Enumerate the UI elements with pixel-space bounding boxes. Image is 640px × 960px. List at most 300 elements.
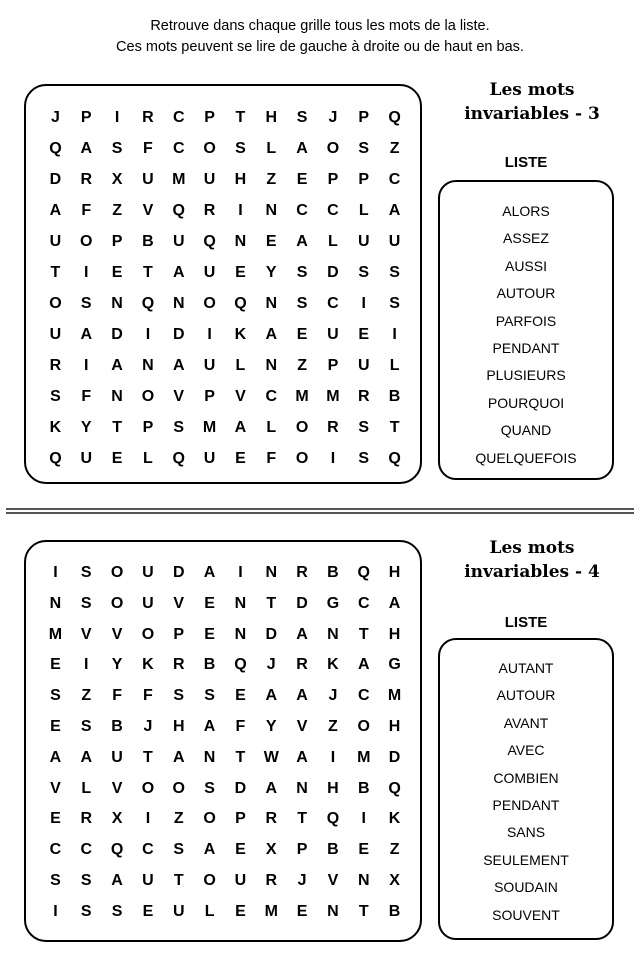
grid-letter[interactable]: N bbox=[265, 357, 278, 374]
grid-letter[interactable]: F bbox=[143, 140, 153, 157]
grid-letter[interactable]: H bbox=[234, 171, 247, 188]
grid-letter[interactable]: N bbox=[111, 388, 123, 405]
grid-letter[interactable]: M bbox=[264, 902, 278, 920]
grid-letter[interactable]: E bbox=[50, 717, 61, 735]
grid-letter[interactable]: M bbox=[172, 171, 186, 188]
grid-letter[interactable]: E bbox=[358, 841, 370, 859]
grid-letter[interactable]: V bbox=[50, 779, 61, 797]
grid-letter[interactable]: U bbox=[142, 564, 154, 581]
grid-letter[interactable]: S bbox=[204, 687, 215, 705]
grid-letter[interactable]: V bbox=[142, 202, 154, 219]
grid-letter[interactable]: K bbox=[327, 656, 339, 674]
grid-letter[interactable]: T bbox=[143, 748, 153, 766]
grid-letter[interactable]: E bbox=[204, 594, 215, 612]
grid-letter[interactable]: Z bbox=[173, 810, 184, 828]
grid-letter[interactable]: X bbox=[111, 810, 123, 828]
grid-letter[interactable]: U bbox=[172, 233, 185, 250]
grid-letter[interactable]: O bbox=[49, 295, 62, 312]
grid-letter[interactable]: R bbox=[327, 419, 339, 436]
grid-letter[interactable]: A bbox=[80, 140, 93, 157]
grid-letter[interactable]: N bbox=[327, 625, 339, 643]
grid-letter[interactable]: I bbox=[392, 326, 397, 343]
grid-letter[interactable]: Q bbox=[326, 810, 340, 828]
grid-letter[interactable]: H bbox=[388, 564, 401, 581]
grid-letter[interactable]: R bbox=[80, 171, 93, 188]
grid-letter[interactable]: L bbox=[389, 357, 400, 374]
grid-letter[interactable]: T bbox=[235, 748, 246, 766]
grid-letter[interactable]: R bbox=[357, 388, 370, 405]
grid-letter[interactable]: H bbox=[265, 109, 278, 126]
grid-letter[interactable]: T bbox=[112, 419, 122, 436]
grid-letter[interactable]: N bbox=[265, 295, 278, 312]
grid-letter[interactable]: O bbox=[203, 871, 216, 889]
grid-letter[interactable]: Y bbox=[265, 717, 277, 735]
grid-letter[interactable]: N bbox=[234, 625, 247, 643]
grid-letter[interactable]: S bbox=[358, 419, 370, 436]
grid-letter[interactable]: Z bbox=[389, 841, 400, 859]
grid-letter[interactable]: V bbox=[80, 625, 92, 643]
grid-letter[interactable]: A bbox=[296, 140, 308, 157]
grid-letter[interactable]: O bbox=[203, 140, 216, 157]
grid-letter[interactable]: U bbox=[203, 171, 216, 188]
grid-letter[interactable]: T bbox=[266, 594, 277, 612]
grid-letter[interactable]: C bbox=[296, 202, 308, 219]
grid-letter[interactable]: I bbox=[53, 902, 58, 920]
grid-letter[interactable]: S bbox=[80, 295, 92, 312]
grid-letter[interactable]: C bbox=[142, 841, 154, 859]
grid-letter[interactable]: I bbox=[238, 202, 243, 219]
grid-letter[interactable]: Z bbox=[297, 357, 307, 374]
grid-letter[interactable]: R bbox=[142, 109, 154, 126]
grid-letter[interactable]: M bbox=[295, 388, 309, 405]
section-divider bbox=[6, 508, 634, 514]
grid-letter[interactable]: R bbox=[172, 656, 185, 674]
grid-letter[interactable]: Q bbox=[172, 450, 185, 467]
grid-letter[interactable]: C bbox=[80, 841, 93, 859]
grid-letter[interactable]: I bbox=[53, 564, 58, 581]
grid-letter[interactable]: E bbox=[111, 264, 123, 281]
grid-letter[interactable]: E bbox=[204, 625, 215, 643]
grid-letter[interactable]: U bbox=[142, 594, 154, 612]
grid-letter[interactable]: C bbox=[172, 140, 185, 157]
grid-letter[interactable]: S bbox=[80, 594, 92, 612]
grid-letter[interactable]: I bbox=[330, 450, 336, 467]
grid-letter[interactable]: I bbox=[145, 326, 151, 343]
list-word: SOUDAIN bbox=[494, 879, 558, 896]
grid-letter[interactable]: E bbox=[50, 810, 61, 828]
grid-letter[interactable]: H bbox=[327, 779, 339, 797]
grid-letter[interactable]: I bbox=[84, 264, 89, 281]
grid-letter[interactable]: N bbox=[265, 564, 278, 581]
grid-letter[interactable]: J bbox=[143, 717, 153, 735]
grid-letter[interactable]: E bbox=[235, 687, 246, 705]
grid-letter[interactable]: E bbox=[50, 656, 61, 674]
grid-letter[interactable]: P bbox=[235, 810, 246, 828]
grid-letter[interactable]: U bbox=[172, 902, 185, 920]
grid-letter[interactable]: U bbox=[142, 871, 154, 889]
grid-letter[interactable]: S bbox=[111, 902, 123, 920]
grid-letter[interactable]: R bbox=[265, 871, 278, 889]
grid-letter[interactable]: R bbox=[80, 810, 93, 828]
grid-letter[interactable]: B bbox=[327, 564, 339, 581]
grid-letter[interactable]: A bbox=[388, 202, 401, 219]
grid-letter[interactable]: U bbox=[203, 450, 216, 467]
grid-letter[interactable]: O bbox=[203, 810, 216, 828]
grid-letter[interactable]: U bbox=[111, 748, 123, 766]
grid-letter[interactable]: O bbox=[110, 564, 124, 581]
grid-letter[interactable]: B bbox=[388, 902, 401, 920]
grid-letter[interactable]: O bbox=[141, 779, 155, 797]
grid-letter[interactable]: U bbox=[80, 450, 93, 467]
grid-letter[interactable]: I bbox=[361, 295, 366, 312]
grid-letter[interactable]: Q bbox=[141, 295, 155, 312]
grid-letter[interactable]: D bbox=[172, 564, 185, 581]
grid-letter[interactable]: D bbox=[388, 748, 401, 766]
grid-letter[interactable]: Z bbox=[81, 687, 92, 705]
grid-letter[interactable]: S bbox=[173, 841, 185, 859]
list-word: PENDANT bbox=[492, 339, 560, 356]
grid-letter[interactable]: C bbox=[327, 295, 339, 312]
grid-letter[interactable]: L bbox=[235, 357, 246, 374]
grid-letter[interactable]: A bbox=[234, 419, 247, 436]
grid-letter[interactable]: S bbox=[358, 264, 370, 281]
grid-letter[interactable]: B bbox=[388, 388, 401, 405]
grid-letter[interactable]: S bbox=[80, 871, 92, 889]
grid-letter[interactable]: D bbox=[234, 779, 247, 797]
grid-letter[interactable]: P bbox=[358, 171, 370, 188]
grid-letter[interactable]: A bbox=[49, 748, 62, 766]
grid-letter[interactable]: I bbox=[330, 748, 336, 766]
grid-letter[interactable]: S bbox=[173, 687, 185, 705]
grid-letter[interactable]: A bbox=[111, 871, 123, 889]
grid-letter[interactable]: L bbox=[358, 202, 369, 219]
grid-letter[interactable]: Q bbox=[388, 779, 401, 797]
grid-letter[interactable]: U bbox=[49, 326, 62, 343]
grid-letter[interactable]: D bbox=[296, 594, 308, 612]
grid-letter[interactable]: A bbox=[296, 625, 308, 643]
grid-letter[interactable]: M bbox=[326, 388, 340, 405]
grid-letter[interactable]: C bbox=[265, 388, 278, 405]
grid-letter[interactable]: A bbox=[80, 326, 93, 343]
grid-letter[interactable]: F bbox=[112, 687, 122, 705]
grid-letter[interactable]: N bbox=[172, 295, 185, 312]
grid-letter[interactable]: P bbox=[111, 233, 123, 250]
grid-letter[interactable]: E bbox=[235, 902, 246, 920]
grid-letter[interactable]: N bbox=[49, 594, 62, 612]
grid-letter[interactable]: P bbox=[296, 841, 308, 859]
grid-letter[interactable]: O bbox=[295, 419, 309, 436]
grid-letter[interactable]: S bbox=[358, 450, 370, 467]
grid-letter[interactable]: I bbox=[207, 326, 212, 343]
grid-letter[interactable]: A bbox=[111, 357, 123, 374]
list-word: AVEC bbox=[507, 742, 545, 759]
grid-letter[interactable]: Z bbox=[389, 140, 400, 157]
grid-letter[interactable]: D bbox=[49, 171, 62, 188]
grid-letter[interactable]: E bbox=[235, 264, 246, 281]
grid-letter[interactable]: P bbox=[80, 109, 92, 126]
grid-letter[interactable]: S bbox=[80, 902, 92, 920]
grid-letter[interactable]: G bbox=[326, 594, 340, 612]
grid-letter[interactable]: A bbox=[296, 748, 308, 766]
grid-letter[interactable]: Q bbox=[49, 450, 62, 467]
grid-letter[interactable]: F bbox=[235, 717, 246, 735]
grid-letter[interactable]: V bbox=[327, 871, 339, 889]
grid-letter[interactable]: U bbox=[357, 233, 370, 250]
grid-letter[interactable]: A bbox=[172, 748, 185, 766]
grid-letter[interactable]: U bbox=[49, 233, 62, 250]
grid-letter[interactable]: E bbox=[265, 233, 277, 250]
grid-letter[interactable]: N bbox=[327, 902, 339, 920]
grid-letter[interactable]: T bbox=[50, 264, 61, 281]
grid-letter[interactable]: M bbox=[357, 748, 371, 766]
grid-letter[interactable]: Q bbox=[388, 450, 401, 467]
grid-letter[interactable]: C bbox=[388, 171, 401, 188]
grid-letter[interactable]: A bbox=[203, 841, 216, 859]
grid-letter[interactable]: V bbox=[111, 779, 123, 797]
grid-letter[interactable]: S bbox=[389, 264, 400, 281]
grid-letter[interactable]: P bbox=[204, 109, 215, 126]
grid-letter[interactable]: N bbox=[234, 233, 247, 250]
grid-letter[interactable]: O bbox=[141, 625, 155, 643]
grid-letter[interactable]: J bbox=[297, 871, 307, 889]
grid-letter[interactable]: A bbox=[203, 564, 216, 581]
grid-letter[interactable]: R bbox=[265, 810, 278, 828]
grid-letter[interactable]: L bbox=[143, 450, 153, 467]
grid-letter[interactable]: D bbox=[327, 264, 339, 281]
list-word: AVANT bbox=[503, 714, 549, 731]
grid-letter[interactable]: M bbox=[202, 419, 217, 436]
list-word: PLUSIEURS bbox=[486, 367, 566, 384]
grid-letter[interactable]: E bbox=[235, 841, 246, 859]
grid-letter[interactable]: S bbox=[173, 419, 185, 436]
grid-letter[interactable]: N bbox=[265, 202, 278, 219]
grid-letter[interactable]: A bbox=[80, 748, 93, 766]
grid-letter[interactable]: S bbox=[235, 140, 246, 157]
grid-letter[interactable]: O bbox=[295, 450, 309, 467]
grid-letter[interactable]: S bbox=[204, 779, 215, 797]
grid-letter[interactable]: P bbox=[173, 625, 185, 643]
grid-letter[interactable]: T bbox=[235, 109, 246, 126]
grid-letter[interactable]: A bbox=[388, 594, 401, 612]
grid-letter[interactable]: I bbox=[84, 357, 89, 374]
grid-letter[interactable]: U bbox=[142, 171, 154, 188]
grid-letter[interactable]: P bbox=[142, 419, 154, 436]
grid-letter[interactable]: E bbox=[142, 902, 154, 920]
grid-letter[interactable]: F bbox=[143, 687, 153, 705]
grid-letter[interactable]: Z bbox=[328, 717, 338, 735]
grid-letter[interactable]: Y bbox=[80, 419, 92, 436]
grid-letter[interactable]: U bbox=[357, 357, 370, 374]
grid-letter[interactable]: A bbox=[172, 264, 185, 281]
grid-letter[interactable]: A bbox=[265, 326, 278, 343]
word-grid-2 bbox=[24, 540, 422, 942]
grid-letter[interactable]: A bbox=[296, 687, 308, 705]
grid-letter[interactable]: U bbox=[388, 233, 401, 250]
grid-letter[interactable]: H bbox=[388, 625, 401, 643]
grid-letter[interactable]: R bbox=[49, 357, 62, 374]
grid-letter[interactable]: Q bbox=[234, 295, 247, 312]
grid-letter[interactable]: F bbox=[81, 202, 92, 219]
grid-letter[interactable]: T bbox=[389, 419, 400, 436]
grid-letter[interactable]: K bbox=[142, 656, 154, 674]
grid-letter[interactable]: N bbox=[111, 295, 123, 312]
grid-letter[interactable]: Q bbox=[203, 233, 216, 250]
grid-letter[interactable]: Q bbox=[49, 140, 62, 157]
grid-letter[interactable]: S bbox=[296, 295, 308, 312]
grid-letter[interactable]: L bbox=[204, 902, 215, 920]
grid-letter[interactable]: J bbox=[328, 687, 338, 705]
grid-letter[interactable]: A bbox=[265, 779, 278, 797]
list-word: PENDANT bbox=[492, 796, 560, 813]
grid-letter[interactable]: I bbox=[361, 810, 366, 828]
grid-letter[interactable]: I bbox=[84, 656, 89, 674]
grid-letter[interactable]: S bbox=[50, 388, 61, 405]
grid-letter[interactable]: R bbox=[296, 564, 308, 581]
grid-letter[interactable]: U bbox=[327, 326, 339, 343]
grid-letter[interactable]: C bbox=[49, 841, 62, 859]
grid-letter[interactable]: E bbox=[296, 326, 308, 343]
grid-letter[interactable]: X bbox=[389, 871, 400, 889]
grid-letter[interactable]: A bbox=[265, 687, 278, 705]
grid-letter[interactable]: O bbox=[110, 594, 124, 612]
grid-letter[interactable]: C bbox=[172, 109, 185, 126]
grid-letter[interactable]: M bbox=[48, 625, 63, 643]
grid-letter[interactable]: V bbox=[296, 717, 308, 735]
grid-letter[interactable]: C bbox=[357, 594, 370, 612]
grid-letter[interactable]: V bbox=[111, 625, 123, 643]
grid-letter[interactable]: L bbox=[266, 140, 277, 157]
grid-letter[interactable]: S bbox=[296, 264, 308, 281]
grid-letter[interactable]: Q bbox=[388, 109, 401, 126]
grid-letter[interactable]: K bbox=[388, 810, 401, 828]
grid-letter[interactable]: A bbox=[203, 717, 216, 735]
grid-letter[interactable]: B bbox=[111, 717, 123, 735]
grid-letter[interactable]: B bbox=[357, 779, 370, 797]
grid-letter[interactable]: V bbox=[235, 388, 246, 405]
instructions-line-1: Retrouve dans chaque grille tous les mots de la liste. bbox=[150, 18, 490, 34]
grid-letter[interactable]: D bbox=[111, 326, 123, 343]
grid-letter[interactable]: L bbox=[328, 233, 338, 250]
grid-letter[interactable]: O bbox=[141, 388, 155, 405]
grid-letter[interactable]: V bbox=[173, 594, 185, 612]
grid-letter[interactable]: T bbox=[173, 871, 184, 889]
grid-letter[interactable]: N bbox=[142, 357, 154, 374]
grid-letter[interactable]: T bbox=[143, 264, 153, 281]
grid-letter[interactable]: L bbox=[266, 419, 277, 436]
grid-letter[interactable]: C bbox=[357, 687, 370, 705]
grid-letter[interactable]: Y bbox=[111, 656, 123, 674]
grid-letter[interactable]: S bbox=[50, 871, 61, 889]
grid-letter[interactable]: X bbox=[111, 171, 123, 188]
grid-letter[interactable]: N bbox=[203, 748, 216, 766]
grid-letter[interactable]: M bbox=[387, 687, 402, 705]
grid-letter[interactable]: E bbox=[358, 326, 370, 343]
grid-letter[interactable]: F bbox=[266, 450, 277, 467]
grid-letter[interactable]: O bbox=[357, 717, 370, 735]
grid-letter[interactable]: J bbox=[50, 109, 60, 126]
grid-letter[interactable]: K bbox=[49, 419, 62, 436]
grid-letter[interactable]: Q bbox=[110, 841, 124, 859]
grid-letter[interactable]: O bbox=[80, 233, 93, 250]
grid-letter[interactable]: T bbox=[358, 902, 369, 920]
grid-letter[interactable]: C bbox=[327, 202, 339, 219]
grid-letter[interactable]: S bbox=[80, 564, 92, 581]
grid-letter[interactable]: N bbox=[234, 594, 247, 612]
grid-letter[interactable]: X bbox=[265, 841, 277, 859]
grid-letter[interactable]: P bbox=[327, 171, 339, 188]
grid-letter[interactable]: J bbox=[266, 656, 276, 674]
grid-letter[interactable]: B bbox=[142, 233, 154, 250]
grid-letter[interactable]: E bbox=[235, 450, 246, 467]
grid-letter[interactable]: P bbox=[204, 388, 215, 405]
grid-letter[interactable]: W bbox=[263, 748, 279, 766]
grid-letter[interactable]: D bbox=[172, 326, 185, 343]
grid-letter[interactable]: A bbox=[172, 357, 185, 374]
grid-letter[interactable]: S bbox=[111, 140, 123, 157]
grid-letter[interactable]: Q bbox=[234, 656, 247, 674]
grid-letter[interactable]: K bbox=[234, 326, 247, 343]
grid-letter[interactable]: E bbox=[111, 450, 123, 467]
grid-letter[interactable]: T bbox=[297, 810, 307, 828]
instructions-line-2: Ces mots peuvent se lire de gauche à droite ou de haut en bas. bbox=[116, 39, 524, 55]
grid-letter[interactable]: A bbox=[49, 202, 62, 219]
grid-letter[interactable]: O bbox=[326, 140, 340, 157]
grid-letter[interactable]: Q bbox=[172, 202, 185, 219]
grid-letter[interactable]: V bbox=[173, 388, 185, 405]
grid-letter[interactable]: R bbox=[296, 656, 308, 674]
grid-letter[interactable]: I bbox=[145, 810, 151, 828]
grid-letter[interactable]: S bbox=[80, 717, 92, 735]
grid-letter[interactable]: O bbox=[203, 295, 216, 312]
grid-letter[interactable]: S bbox=[358, 140, 370, 157]
grid-letter[interactable]: J bbox=[328, 109, 338, 126]
grid-letter[interactable]: E bbox=[296, 902, 308, 920]
grid-letter[interactable]: A bbox=[357, 656, 370, 674]
grid-letter[interactable]: P bbox=[358, 109, 370, 126]
grid-letter[interactable]: S bbox=[50, 687, 61, 705]
grid-letter[interactable]: U bbox=[203, 357, 216, 374]
grid-letter[interactable]: I bbox=[238, 564, 243, 581]
grid-letter[interactable]: T bbox=[358, 625, 369, 643]
grid-letter[interactable]: N bbox=[357, 871, 370, 889]
grid-letter[interactable]: B bbox=[203, 656, 216, 674]
grid-letter[interactable]: B bbox=[327, 841, 339, 859]
grid-letter[interactable]: H bbox=[172, 717, 185, 735]
instructions bbox=[0, 16, 640, 58]
grid-letter[interactable]: U bbox=[203, 264, 216, 281]
grid-letter[interactable]: U bbox=[234, 871, 247, 889]
grid-letter[interactable]: F bbox=[81, 388, 92, 405]
grid-letter[interactable]: Z bbox=[112, 202, 122, 219]
grid-letter[interactable]: G bbox=[388, 656, 401, 674]
grid-letter[interactable]: E bbox=[296, 171, 308, 188]
grid-letter[interactable]: Z bbox=[266, 171, 277, 188]
grid-letter[interactable]: Y bbox=[265, 264, 277, 281]
grid-letter[interactable]: S bbox=[296, 109, 308, 126]
grid-letter[interactable]: I bbox=[114, 109, 120, 126]
grid-letter[interactable]: N bbox=[296, 779, 308, 797]
grid-letter[interactable]: Q bbox=[357, 564, 370, 581]
grid-letter[interactable]: S bbox=[389, 295, 400, 312]
grid-letter[interactable]: H bbox=[388, 717, 401, 735]
grid-letter[interactable]: D bbox=[265, 625, 278, 643]
grid-letter[interactable]: P bbox=[327, 357, 339, 374]
grid-letter[interactable]: R bbox=[203, 202, 216, 219]
grid-letter[interactable]: A bbox=[296, 233, 308, 250]
grid-letter[interactable]: O bbox=[172, 779, 185, 797]
puzzle-title-2-line-2: invariables - 4 bbox=[464, 562, 600, 582]
grid-letter[interactable]: L bbox=[81, 779, 92, 797]
